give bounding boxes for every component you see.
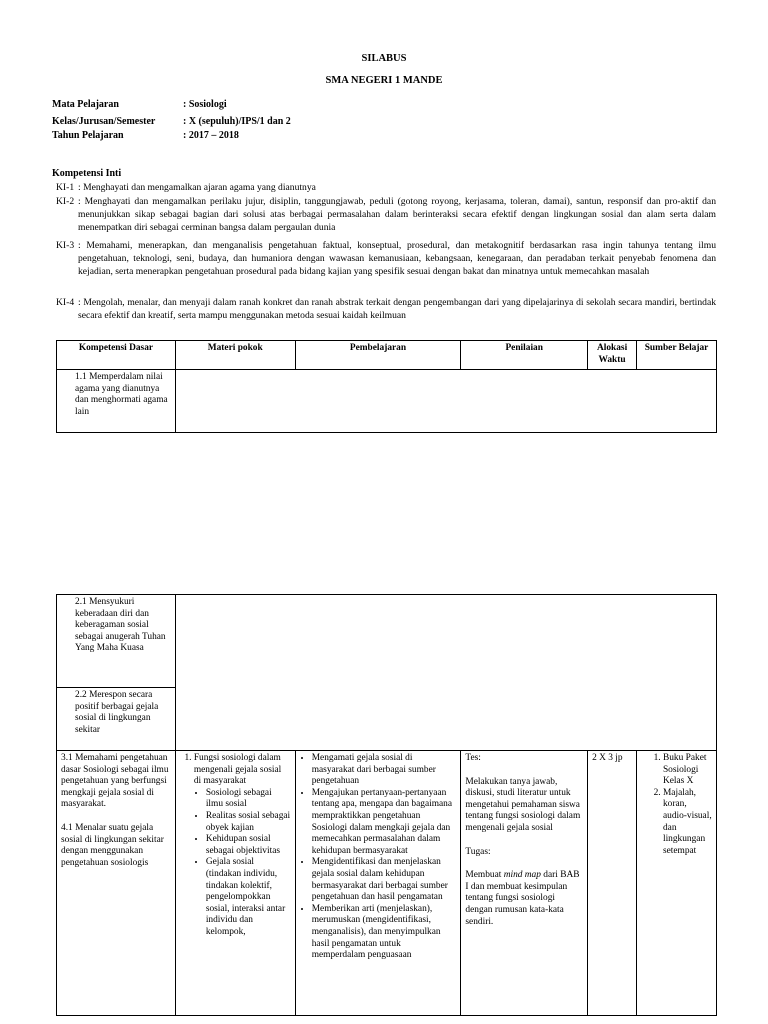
col-alokasi-waktu: Alokasi Waktu: [588, 341, 637, 370]
meta-label: Mata Pelajaran: [52, 99, 119, 110]
list-item: • Kehidupan sosial sebagai objektivitas: [206, 834, 291, 857]
pembelajaran-list: [300, 753, 457, 962]
list-item: • Mengamati gejala sosial di masyarakat dari berbagai sumber pengetahuan: [312, 753, 457, 788]
tugas-emphasis: mind map: [503, 870, 541, 881]
kd-cell: 2.2 Merespon secara positif berbagai gejala sosial di lingkungan sekitar: [57, 688, 176, 751]
list-item: 1. Buku Paket Sosiologi Kelas X: [663, 753, 712, 788]
ki-code: KI-3: [56, 240, 75, 251]
materi-sublist: [180, 788, 291, 939]
list-item: • Gejala sosial (tindakan individu, tindakan kolektif, pengelompokkan sosial, interaksi antar individu dan kelompok,: [206, 857, 291, 938]
penilaian-tes-text: Melakukan tanya jawab, diskusi, studi literatur untuk mengetahui pemahaman siswa tentang fungsi sosiologi dalam mengenali gejala sosial: [465, 776, 581, 833]
table-row: [57, 595, 717, 688]
table-row: [57, 370, 717, 433]
ki-code: KI-2: [56, 196, 75, 207]
list-item: • Mengidentifikasi dan menjelaskan gejala sosial dalam kehidupan bermasyarakat dari berbagai sumber pengetahuan dan hasil pengamatan: [312, 857, 457, 903]
kd-cell: 2.1 Mensyukuri keberadaan diri dan keberagaman sosial sebagai anugerah Tuhan Yang Maha Kuasa: [57, 595, 176, 688]
ki-item: [56, 182, 716, 195]
kd-3-1: 3.1 Memahami pengetahuan dasar Sosiologi sebagai ilmu pengetahuan yang berfungsi mengkaji gejala sosial di masyarakat.: [61, 753, 169, 810]
penilaian-tugas-text: [465, 870, 583, 928]
list-item: • Mengajukan pertanyaan-pertanyaan tentang apa, mengapa dan bagaimana mempraktikkan pengetahuan Sosiologi dalam mengkaji gejala dan memecahkan permasalahan dalam kehidupan bermasyarakat: [312, 788, 457, 858]
sumber-cell: [636, 751, 716, 1016]
tugas-post: dari BAB I dan membuat kesimpulan tentang fungsi sosiologi dengan rumusan kata-kata sendiri.: [465, 870, 580, 927]
ki-item: [56, 240, 716, 278]
col-penilaian: Penilaian: [461, 341, 588, 370]
ki-text: : Menghayati dan mengamalkan perilaku jujur, disiplin, tanggungjawab, peduli (gotong royong, kerjasama, toleran, damai), santun, responsif dan pro-aktif dan menunjukkan sikap sebagai bagian dari solusi atas berbagai permasalahan dalam berinteraksi secara efektif dengan lingkungan sosial dan alam serta dalam menempatkan diri sebagai cerminan bangsa dalam pergaulan dunia: [78, 196, 716, 233]
col-materi-pokok: Materi pokok: [175, 341, 295, 370]
meta-label: Tahun Pelajaran: [52, 130, 124, 141]
meta-value: : 2017 – 2018: [183, 130, 239, 141]
col-pembelajaran: Pembelajaran: [295, 341, 461, 370]
ki-heading: Kompetensi Inti: [52, 168, 122, 179]
ki-text: : Memahami, menerapkan, dan menganalisis pengetahuan faktual, konseptual, prosedural, dan metakognitif berdasarkan rasa ingin tahunya tentang ilmu pengetahuan, teknologi, seni, budaya, dan humaniora dengan wawasan kemanusiaan, kebangsaan, kenegaraan, dan peradaban terkait penyebab fenomena dan kejadian, serta menerapkan pengetahuan prosedural pada bidang kajian yang spesifik sesuai dengan bakat dan minatnya untuk memecahkan masalah: [78, 240, 716, 277]
syllabus-table-body: [56, 594, 717, 1016]
kd-4-1: 4.1 Menalar suatu gejala sosial di lingkungan sekitar dengan menggunakan pengetahuan sosiologis: [61, 822, 164, 868]
penilaian-cell: [461, 751, 588, 1016]
school-name: SMA NEGERI 1 MANDE: [325, 75, 443, 86]
kd-cell: 1.1 Memperdalam nilai agama yang dianutnya dan menghormati agama lain: [57, 370, 176, 433]
col-sumber-belajar: Sumber Belajar: [637, 341, 717, 370]
list-item: • Memberikan arti (menjelaskan), merumuskan (mengidentifikasi, menganalisis), dan menyimpulkan hasil pengamatan untuk memperdalam penguasaan: [312, 904, 457, 962]
materi-title: 1. Fungsi sosiologi dalam mengenali gejala sosial di masyarakat: [194, 753, 291, 788]
ki-text: : Menghayati dan mengamalkan ajaran agama yang dianutnya: [78, 182, 316, 193]
table-row: [57, 751, 717, 1016]
ki-item: [56, 297, 716, 323]
syllabus-table-header: [56, 340, 717, 433]
empty-cell: [175, 370, 716, 433]
pembelajaran-cell: [295, 751, 461, 1016]
list-item: • Realitas sosial sebagai obyek kajian: [206, 811, 291, 834]
empty-cell: [175, 595, 716, 751]
materi-list: [180, 753, 291, 788]
penilaian-tes-label: Tes:: [465, 753, 481, 763]
col-kompetensi-dasar: Kompetensi Dasar: [57, 341, 176, 370]
ki-item: [56, 196, 716, 234]
table-header-row: [57, 341, 717, 370]
alokasi-cell: 2 X 3 jp: [588, 751, 637, 1016]
list-item: 2. Majalah, koran, audio-visual, dan lingkungan setempat: [663, 788, 712, 858]
ki-code: KI-4: [56, 297, 75, 308]
tugas-pre: Membuat: [465, 870, 504, 881]
ki-code: KI-1: [56, 182, 75, 193]
meta-value: : Sosiologi: [183, 99, 227, 110]
materi-cell: [175, 751, 295, 1016]
document-title: SILABUS: [361, 53, 407, 64]
list-item: • Sosiologi sebagai ilmu sosial: [206, 788, 291, 811]
meta-value: : X (sepuluh)/IPS/1 dan 2: [183, 116, 291, 127]
meta-label: Kelas/Jurusan/Semester: [52, 116, 156, 127]
sumber-list: [641, 753, 712, 857]
kd-cell: [57, 751, 176, 1016]
ki-text: : Mengolah, menalar, dan menyaji dalam ranah konkret dan ranah abstrak terkait dengan pengembangan dari yang dipelajarinya di sekolah secara mandiri, bertindak secara efektif dan kreatif, serta mampu menggunakan metoda sesuai kaidah keilmuan: [78, 297, 716, 321]
penilaian-tugas-label: Tugas:: [465, 846, 491, 857]
